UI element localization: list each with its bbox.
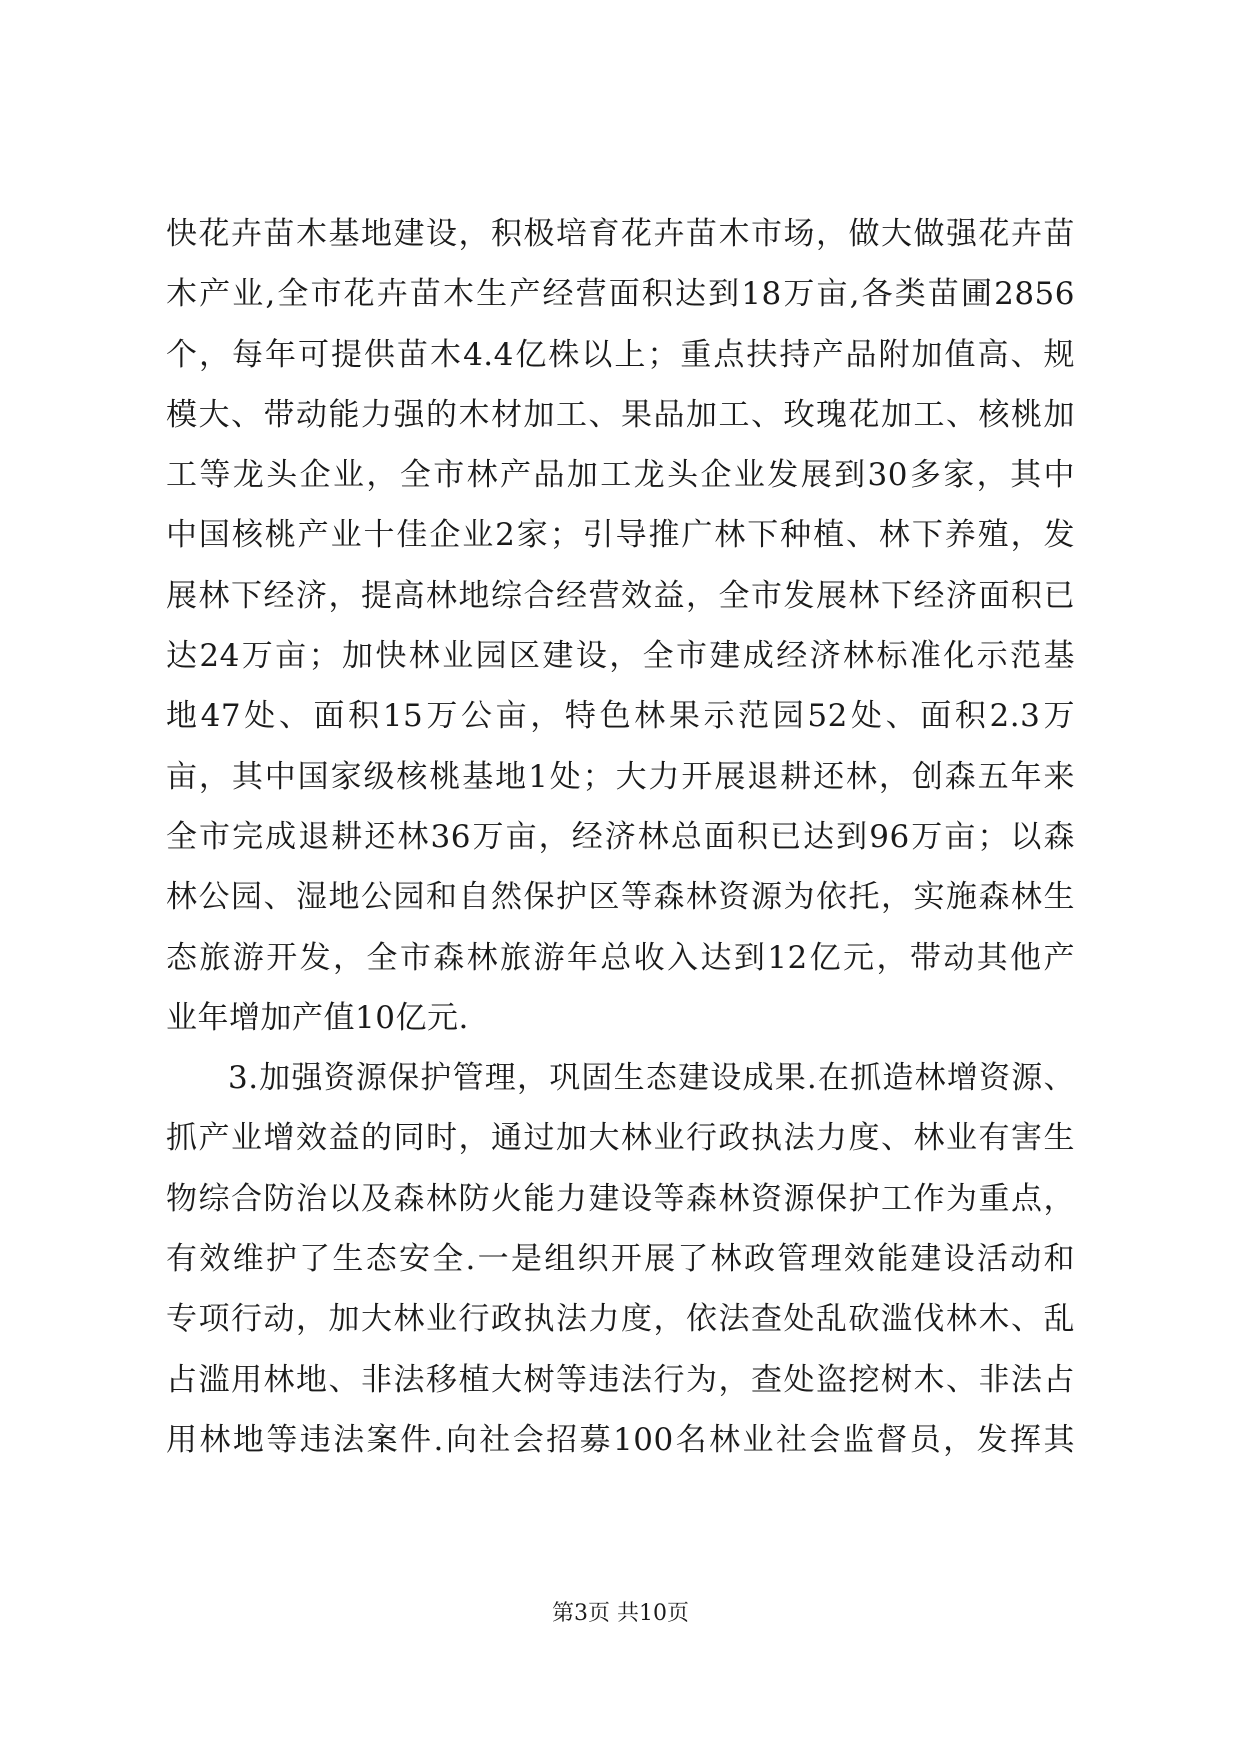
text-line: 业年增加产值10亿元. bbox=[166, 999, 469, 1036]
text-line: 抓产业增效益的同时，通过加大林业行政执法力度、林业有害生 bbox=[166, 1120, 1075, 1157]
text-line: 物综合防治以及森林防火能力建设等森林资源保护工作为重点， bbox=[166, 1180, 1075, 1217]
text-line: 木产业,全市花卉苗木生产经营面积达到18万亩,各类苗圃2856 bbox=[166, 276, 1075, 313]
text-line: 全市完成退耕还林36万亩，经济林总面积已达到96万亩；以森 bbox=[166, 818, 1075, 855]
text-line: 快花卉苗木基地建设，积极培育花卉苗木市场，做大做强花卉苗 bbox=[166, 216, 1075, 252]
text-line: 模大、带动能力强的木材加工、果品加工、玫瑰花加工、核桃加 bbox=[166, 396, 1075, 433]
text-line: 有效维护了生态安全.一是组织开展了林政管理效能建设活动和 bbox=[166, 1241, 1075, 1278]
text-line: 中国核桃产业十佳企业2家；引导推广林下种植、林下养殖，发 bbox=[166, 517, 1075, 554]
text-line: 专项行动，加大林业行政执法力度，依法查处乱砍滥伐林木、乱 bbox=[166, 1301, 1075, 1338]
text-line: 个，每年可提供苗木4.4亿株以上；重点扶持产品附加值高、规 bbox=[166, 336, 1075, 373]
page-number-footer: 第3页 共10页 bbox=[552, 1601, 689, 1626]
text-line: 地47处、面积15万公亩，特色林果示范园52处、面积2.3万 bbox=[166, 698, 1075, 735]
text-line: 林公园、湿地公园和自然保护区等森林资源为依托，实施森林生 bbox=[166, 879, 1075, 916]
text-line: 展林下经济，提高林地综合经营效益，全市发展林下经济面积已 bbox=[166, 577, 1075, 614]
text-line: 态旅游开发，全市森林旅游年总收入达到12亿元，带动其他产 bbox=[166, 939, 1075, 976]
text-line: 占滥用林地、非法移植大树等违法行为，查处盗挖树木、非法占 bbox=[166, 1361, 1075, 1398]
body-text bbox=[166, 204, 1075, 1470]
text-line: 3.加强资源保护管理，巩固生态建设成果.在抓造林增资源、 bbox=[228, 1060, 1075, 1097]
text-line: 亩，其中国家级核桃基地1处；大力开展退耕还林，创森五年来 bbox=[166, 758, 1075, 795]
text-line: 用林地等违法案件.向社会招募100名林业社会监督员，发挥其 bbox=[166, 1421, 1075, 1458]
text-line: 达24万亩；加快林业园区建设，全市建成经济林标准化示范基 bbox=[166, 638, 1075, 675]
text-line: 工等龙头企业，全市林产品加工龙头企业发展到30多家，其中 bbox=[166, 457, 1075, 494]
